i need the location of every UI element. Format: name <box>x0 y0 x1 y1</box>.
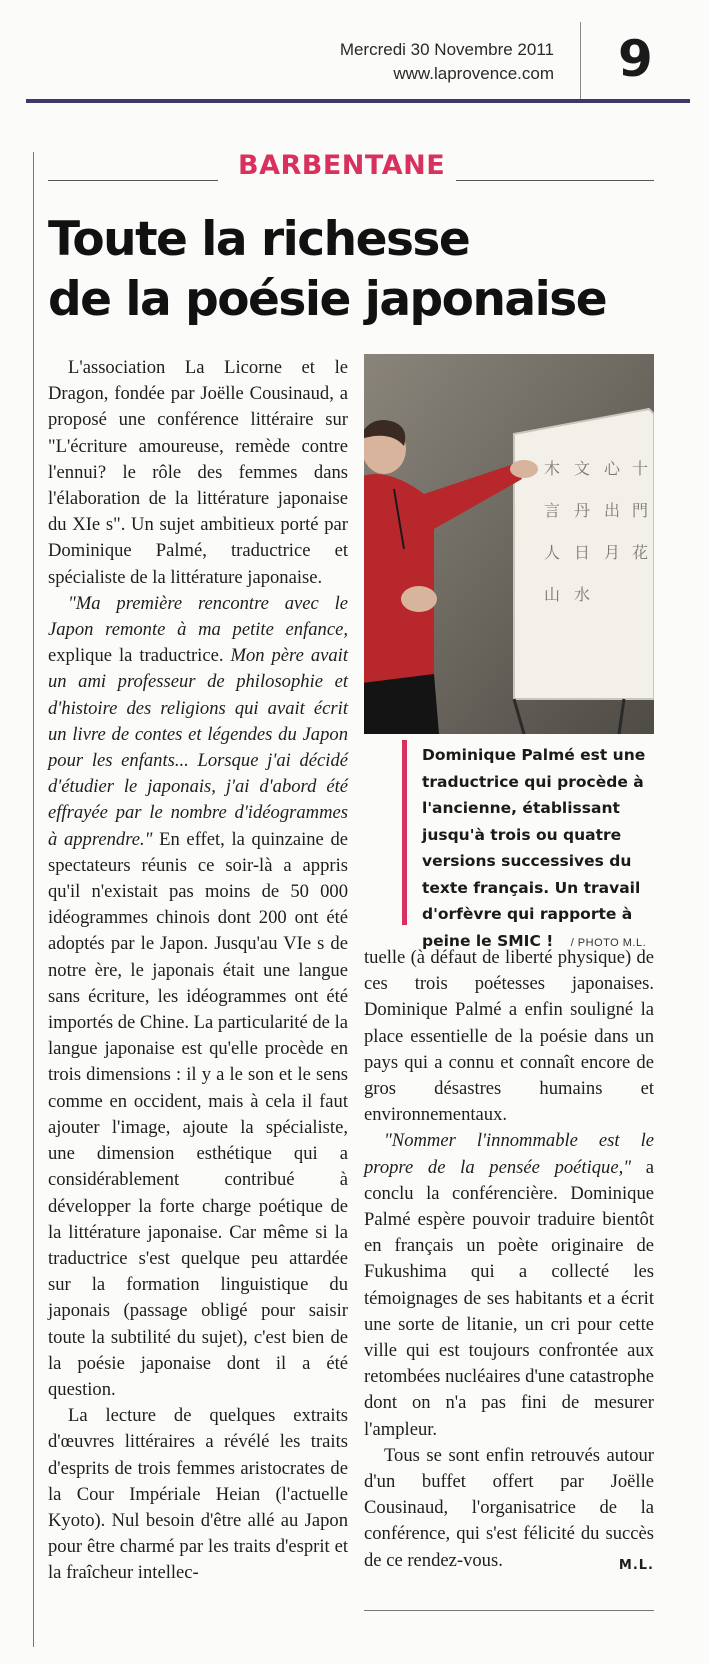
paragraph-interview <box>48 591 348 1403</box>
whiteboard-glyph: 山 <box>544 585 561 604</box>
lecturer-photo-illustration <box>364 354 654 734</box>
whiteboard-glyph: 文 <box>574 459 591 478</box>
paragraph-text: En effet, la quinzaine de spectateurs réunis ce soir-là a appris qu'il n'existait pas moins de 50 000 idéogrammes chinois dont 200 ont été adoptés par le Japon. Jusqu'au VIe s de notre ère, le japonais était une langue sans écriture, les idéogrammes ont été importés de Chine. La particularité de la langue japonaise est qu'elle procède en trois dimensions : il y a le son et le sens comme en occident, mais à cela il faut ajouter l'image, ajoute la spécialiste, une dimension esthétique qui a considérablement contribué à développer la forte charge poétique de la littérature japonaise. Car même si la traductrice s'est quelque peu attardée sur la formation linguistique du japonais (passage obligé pour saisir toute la subtilité du sujet), c'est bien de la poésie japonaise dont il a été question. <box>48 828 348 1400</box>
article-column-2 <box>364 945 654 1579</box>
whiteboard-glyph: 人 <box>544 543 561 562</box>
photo-credit: / PHOTO M.L. <box>570 936 647 949</box>
paragraph-readings: La lecture de quelques extraits d'œuvres littéraires a révélé les traits d'esprits de trois femmes aristocrates de la Cour Impériale Heian (l'actuelle Kyoto). Nul besoin d'être allé au Japon pour être charmé par les traits d'esprit et la fraîcheur intellec- <box>48 1405 348 1584</box>
quote-1: "Ma première rencontre avec le Japon remonte à ma petite enfance, <box>48 592 348 641</box>
paragraph-intro: L'association La Licorne et le Dragon, fondée par Joëlle Cousinaud, a proposé une conférence littéraire sur "L'écriture amoureuse, remède contre l'ennui? le rôle des femmes dans l'élaboration de la littérature japonaise du XIe s". Un sujet ambitieux porté par Dominique Palmé, traductrice et spécialiste de la littérature japonaise. <box>48 357 348 588</box>
paragraph-closing <box>364 1443 654 1574</box>
headline <box>48 210 688 330</box>
website-url: www.laprovence.com <box>393 64 554 83</box>
paragraph-text: Tous se sont enfin retrouvés autour d'un buffet offert par Joëlle Cousinaud, l'organisatrice de la conférence, qui s'est félicité du succès de ce rendez-vous. <box>364 1444 654 1571</box>
paragraph-conclusion <box>364 1128 654 1442</box>
header-rule <box>26 99 690 103</box>
whiteboard-glyph: 言 <box>544 501 561 520</box>
caption-text: Dominique Palmé est une traductrice qui procède à l'ancienne, établissant jusqu'à trois ou quatre versions successives du texte français. Un travail d'orfèvre qui rapporte à peine le SMIC ! <box>422 746 646 950</box>
article-photo <box>364 354 654 734</box>
paragraph-text: explique la traductrice. <box>48 645 231 667</box>
whiteboard-glyph: 木 <box>544 459 561 478</box>
paragraph-text: a conclu la conférencière. Dominique Palmé espère pouvoir traduire bientôt en français un poète originaire de Fukushima qui a collecté les témoignages de ses habitants et a écrit une sorte de litanie, un cri pour cette ville qui est toujours confrontée aux retombées nucléaires d'une catastrophe dont on n'a pas fini de mesurer l'ampleur. <box>364 1156 654 1440</box>
header-separator <box>580 22 581 100</box>
author-signature: M.L. <box>618 1557 654 1573</box>
photo-caption <box>422 742 657 956</box>
caption-accent-bar <box>402 740 407 925</box>
whiteboard-glyph: 丹 <box>574 501 591 520</box>
whiteboard-glyph: 月 <box>604 543 621 562</box>
whiteboard-glyph: 水 <box>574 585 591 604</box>
headline-line-1: Toute la richesse <box>48 212 470 267</box>
quote-3: "Nommer l'innommable est le propre de la pensée poétique," <box>364 1130 654 1178</box>
whiteboard-glyph: 出 <box>604 501 621 520</box>
whiteboard-glyph: 日 <box>574 543 591 562</box>
section-rule-right <box>456 180 654 181</box>
headline-line-2: de la poésie japonaise <box>48 272 607 327</box>
section-rule-left <box>48 180 218 181</box>
whiteboard-glyph: 心 <box>604 459 621 478</box>
article-column-1 <box>48 355 348 1587</box>
whiteboard-glyph: 花 <box>632 543 649 562</box>
whiteboard-glyph: 門 <box>632 501 649 520</box>
paragraph-continued: tuelle (à défaut de liberté physique) de ces trois poétesses japonaises. Dominique Palmé a enfin souligné la place essentielle de la poésie dans un pays qui a connu et connaît encore de gros désastres humains et environnementaux. <box>364 947 654 1126</box>
whiteboard-glyph: 十 <box>632 459 649 478</box>
issue-date: Mercredi 30 Novembre 2011 <box>339 40 554 59</box>
article-end-rule <box>364 1610 654 1611</box>
page-number: 9 <box>618 30 653 88</box>
section-label: BARBENTANE <box>238 150 446 181</box>
article-left-border <box>33 152 34 1647</box>
quote-2: Mon père avait un ami professeur de philosophie et d'histoire des religions qui avait écrit un livre de contes et légendes du Japon pour les enfants... Lorsque j'ai décidé d'étudier le japonais, j'ai d'abord été effrayée par le nombre d'idéogrammes à apprendre." <box>48 645 348 850</box>
